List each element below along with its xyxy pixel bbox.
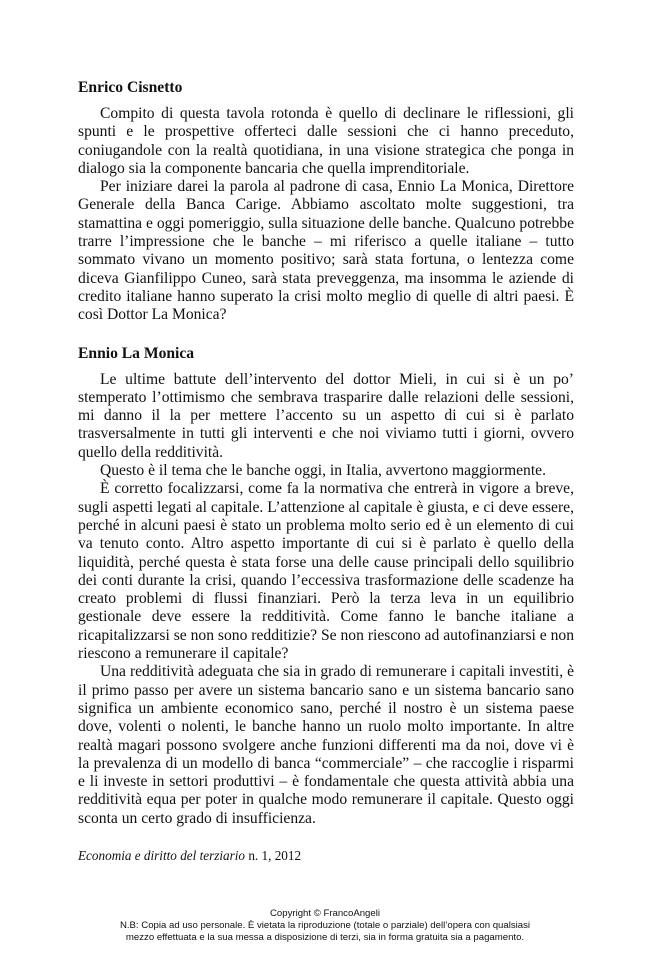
paragraph: Le ultime battute dell’intervento del dottor Mieli, in cui si è un po’ stemperato l’ottimismo che sembrava trasparire dalle relazioni delle sessioni, mi danno il la per mettere l’accento su un aspetto di cui si è parlato trasversalmente in tutti gli interventi e che noi viviamo tutti i giorni, ovvero quello della redditività. [78, 370, 574, 461]
copyright-footer [0, 908, 650, 944]
section-la-monica [78, 344, 574, 828]
journal-issue: n. 1, 2012 [245, 848, 302, 863]
speaker-heading: Ennio La Monica [78, 344, 195, 362]
speaker-heading: Enrico Cisnetto [78, 79, 183, 96]
document-body [78, 78, 574, 828]
notice-line: N.B: Copia ad uso personale. È vietata la riproduzione (totale o parziale) dell’opera con qualsiasi [119, 920, 531, 931]
paragraph: È corretto focalizzarsi, come fa la normativa che entrerà in vigore a breve, sugli aspetti legati al capitale. L’attenzione al capitale è giusta, e ci deve essere, perché in alcuni paesi è stato un problema molto serio ed è un elemento di cui va tenuto conto. Altro aspetto importante di cui si è parlato è quello della liquidità, perché questa è stata forse una delle cause principali dello squilibrio dei conti durante la crisi, quando l’eccessiva trasformazione delle scadenze ha creato problemi di flussi finanziari. Però la terza leva in un equilibrio gestionale deve essere la redditività. Come fanno le banche italiane a ricapitalizzarsi se non sono redditizie? Se non riescono ad autofinanziarsi e non riescono a remunerare il capitale? [78, 480, 574, 663]
paragraph: Per iniziare darei la parola al padrone di casa, Ennio La Monica, Direttore Generale della Banca Carige. Abbiamo ascoltato molte suggestioni, tra stamattina e oggi pomeriggio, sulla situazione delle banche. Qualcuno potrebbe trarre l’impressione che le banche – mi riferisco a quelle italiane – tutto sommato vivano un momento positivo; sarà stata fortuna, o lentezza come diceva Gianfilippo Cuneo, sarà stata preveggenza, ma insomma le aziende di credito italiane hanno superato la crisi molto meglio di quelle di altri paesi. È così Dottor La Monica? [78, 178, 574, 324]
section-cisnetto [78, 78, 574, 325]
paragraph: Questo è il tema che le banche oggi, in Italia, avvertono maggiormente. [100, 462, 546, 480]
notice-line: mezzo effettuata e la sua messa a disposizione di terzi, sia in forma gratuita sia a pagamento. [125, 932, 525, 943]
journal-citation [78, 848, 301, 864]
journal-name: Economia e diritto del terziario [78, 848, 246, 863]
paragraph: Una redditività adeguata che sia in grado di remunerare i capitali investiti, è il primo passo per avere un sistema bancario sano e un sistema bancario sano significa un ambiente economico sano, perché il nostro è un sistema paese dove, volenti o nolenti, le banche hanno un ruolo molto importante. In altre realtà magari possono svolgere anche funzioni differenti ma da noi, dove vi è la prevalenza di un modello di banca “commerciale” – che raccoglie i risparmi e li investe in settori produttivi – è fondamentale che questa attività abbia una redditività equa per poter in qualche modo remunerare il capitale. Questo oggi sconta un certo grado di insufficienza. [78, 663, 574, 827]
paragraph: Compito di questa tavola rotonda è quello di declinare le riflessioni, gli spunti e le prospettive offerteci dalle sessioni che ci hanno preceduto, coniugandole con la realtà quotidiana, in una visione strategica che ponga in dialogo sia la componente bancaria che quella imprenditoriale. [78, 105, 574, 177]
copyright-line: Copyright © FrancoAngeli [270, 908, 380, 919]
